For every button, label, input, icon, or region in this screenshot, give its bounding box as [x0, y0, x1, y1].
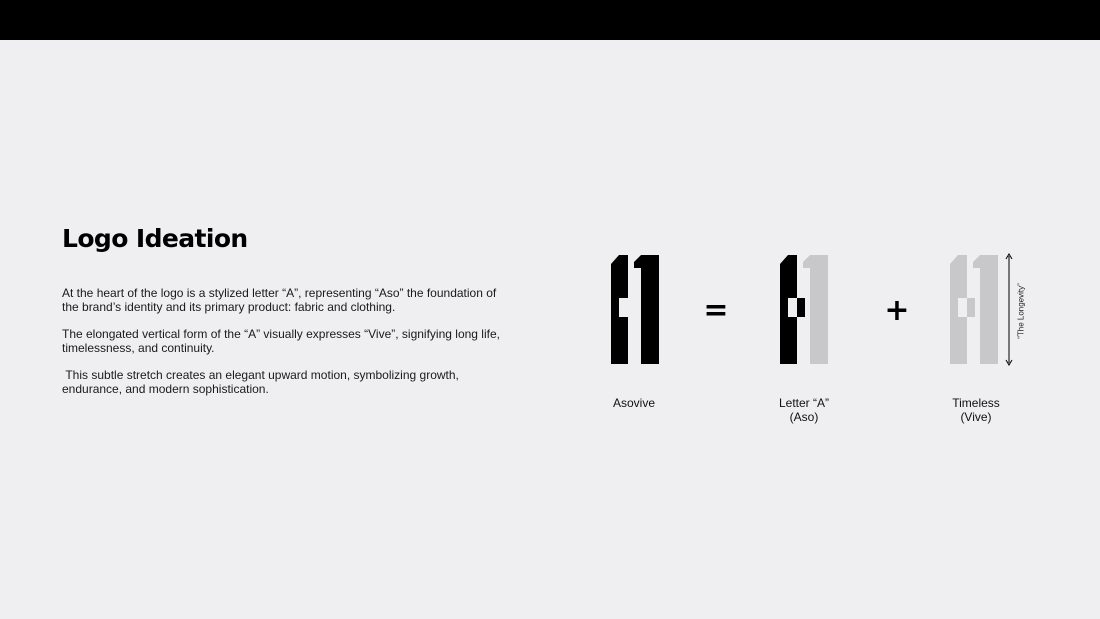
caption-timeless — [916, 396, 1036, 424]
longevity-arrow-icon — [1006, 254, 1012, 365]
caption-letter-a-line1: Letter “A” — [778, 396, 829, 410]
paragraph-stretch: This subtle stretch creates an elegant upward motion, symbolizing growth, endurance, and modern sophistication. — [62, 368, 463, 396]
caption-timeless-line2: (Vive) — [960, 410, 992, 424]
letter-a-icon — [780, 255, 828, 364]
plus-sign: + — [884, 293, 910, 328]
caption-letter-a — [744, 396, 864, 424]
caption-letter-a-line2: (Aso) — [789, 410, 819, 424]
asovive-logo-icon — [611, 255, 659, 364]
page-title: Logo Ideation — [62, 224, 248, 253]
paragraph-aso: At the heart of the logo is a stylized letter “A”, representing “Aso” the foundation of the brand’s identity and its primary product: fabric and clothing. — [62, 286, 497, 314]
caption-timeless-line1: Timeless — [952, 396, 1000, 410]
paragraph-vive: The elongated vertical form of the “A” visually expresses “Vive”, signifying long life, timelessness, and continuity. — [62, 327, 500, 355]
timeless-icon — [950, 255, 998, 364]
equals-sign: = — [703, 293, 729, 328]
longevity-label: “The Longevity” — [1016, 283, 1026, 339]
caption-asovive — [574, 396, 694, 410]
caption-asovive-line1: Asovive — [612, 396, 656, 410]
